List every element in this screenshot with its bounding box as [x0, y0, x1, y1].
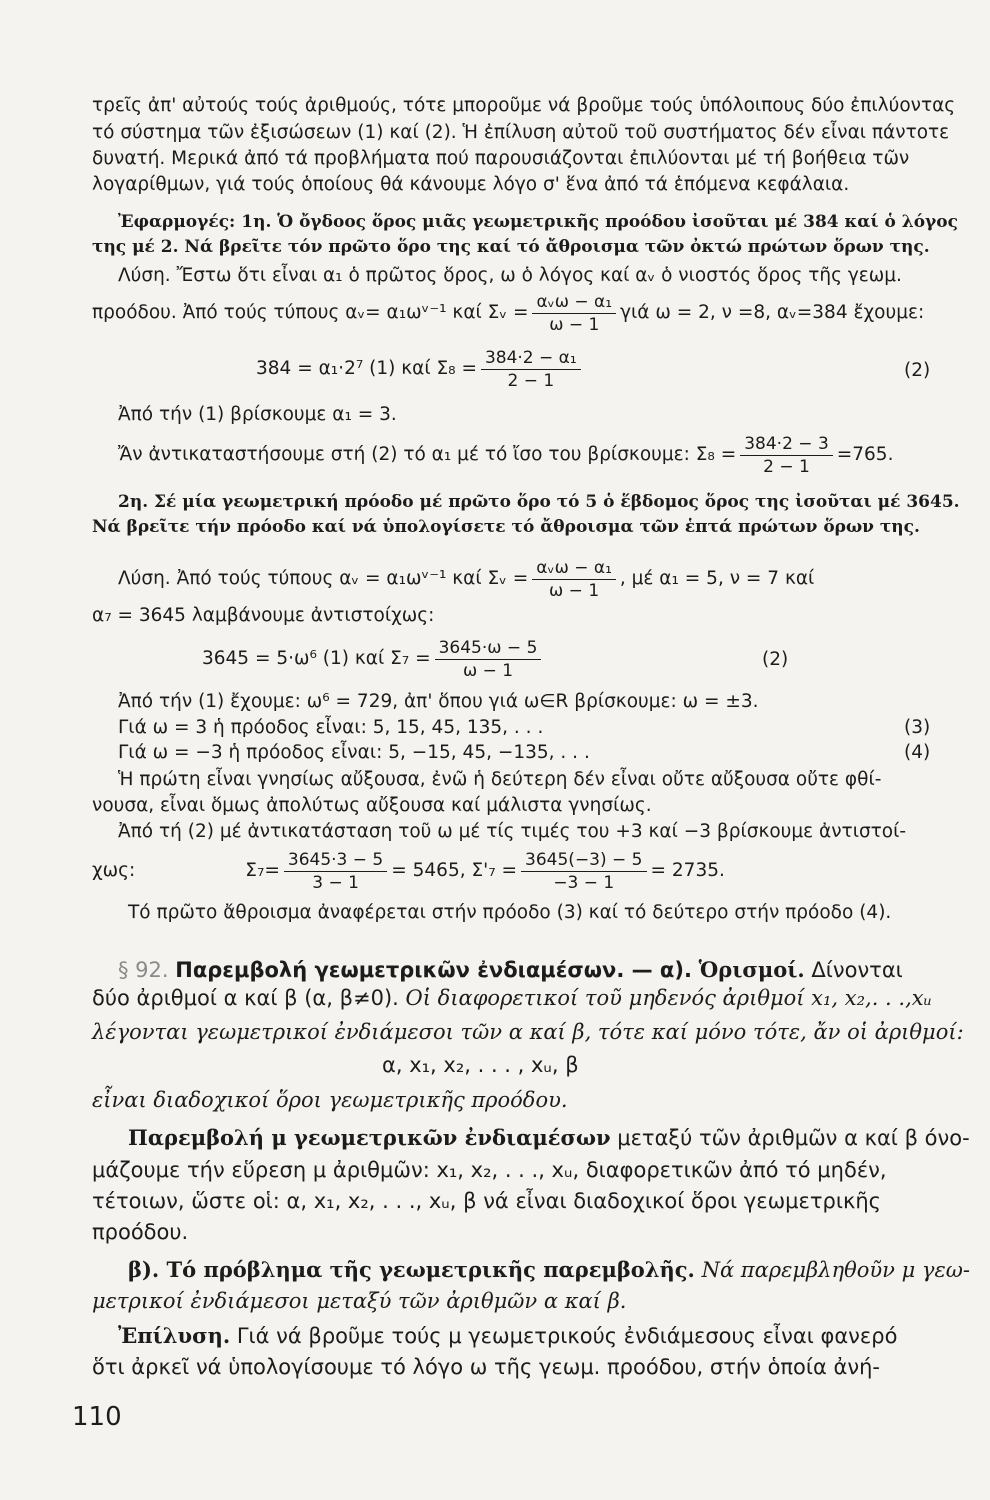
formula-line: [92, 846, 725, 896]
formula-line: [118, 554, 814, 604]
fraction: [532, 291, 616, 336]
solution-line: Γιά ω = 3 ἡ πρόοδος εἶναι: 5, 15, 45, 135, . . .: [118, 717, 544, 738]
numerator: 3645·3 − 5: [284, 849, 387, 872]
equation: [202, 634, 545, 684]
paragraph-line: προόδου.: [92, 1220, 189, 1244]
text-segment: , μέ α₁ = 5, ν = 7 καί: [619, 568, 815, 589]
fraction: [532, 557, 616, 602]
solution-line: Ἀπό τήν (1) βρίσκουμε α₁ = 3.: [118, 404, 397, 425]
paragraph-line: μάζουμε τήν εὕρεση μ ἀριθμῶν: x₁, x₂, . . ., xᵤ, διαφορετικῶν ἀπό τό μηδέν,: [92, 1158, 887, 1182]
denominator: ω − 1: [462, 660, 514, 681]
problem-title: β). Τό πρόβλημα τῆς γεωμετρικῆς παρεμβολῆς.: [128, 1257, 695, 1282]
denominator: 3 − 1: [312, 872, 359, 893]
problem-heading: [128, 1256, 970, 1284]
paragraph-line: ὅτι ἀρκεῖ νά ὑπολογίσουμε τό λόγο ω τῆς γεωμ. προόδου, στήν ὁποία ἀνή-: [92, 1355, 880, 1379]
paragraph-line: δυνατή. Μερικά ἀπό τά προβλήματα πού παρουσιάζονται ἐπιλύονται μέ τή βοήθεια τῶν: [92, 148, 910, 169]
equation-text: 3645 = 5·ω⁶ (1) καί Σ₇ =: [202, 648, 431, 669]
fraction: [435, 637, 542, 682]
equation-text: 384 = α₁·2⁷ (1) καί Σ₈ =: [256, 358, 477, 379]
sequence: α, x₁, x₂, . . . , xᵤ, β: [382, 1053, 579, 1077]
definition-label: Ὁρισμοί.: [698, 957, 805, 982]
solution-line: Λύση. Ἔστω ὅτι εἶναι α₁ ὁ πρῶτος ὅρος, ω ὁ λόγος καί αᵥ ὁ νιοστός ὅρος τῆς γεωμ.: [118, 265, 902, 286]
definition-line: εἶναι διαδοχικοί ὅροι γεωμετρικῆς προόδου.: [92, 1088, 568, 1112]
text-segment: προόδου. Ἀπό τούς τύπους αᵥ= α₁ωᵛ⁻¹ καί Σᵥ =: [92, 302, 529, 323]
equation-tag: (2): [904, 360, 931, 381]
numerator: 384·2 − 3: [740, 433, 833, 456]
fraction: [740, 433, 833, 478]
denominator: ω − 1: [549, 580, 600, 601]
numerator: αᵥω − α₁: [532, 557, 616, 580]
example-2-statement: 2η. Σέ μία γεωμετρική πρόοδο μέ πρῶτο ὅρο τό 5 ὁ ἕβδομος ὅρος της ἰσοῦται μέ 3645.: [118, 492, 960, 512]
definition-text: Οἱ διαφορετικοί τοῦ μηδενός ἀριθμοί x₁, x₂,. . .,xᵤ: [405, 986, 932, 1010]
fraction: [481, 347, 581, 392]
equation-tag: (2): [762, 649, 789, 670]
equation: [256, 344, 585, 394]
solution-line: α₇ = 3645 λαμβάνουμε ἀντιστοίχως:: [92, 605, 435, 626]
definition-line: [92, 984, 932, 1012]
paragraph-line: τό σύστημα τῶν ἐξισώσεων (1) καί (2). Ἡ ἐπίλυση αὐτοῦ τοῦ συστήματος δέν εἶναι πάντοτε: [92, 122, 950, 143]
example-1-statement: της μέ 2. Νά βρεῖτε τόν πρῶτο ὅρο της καί τό ἄθροισμα τῶν ὀκτώ πρώτων ὅρων της.: [92, 237, 930, 257]
formula-line: [118, 430, 893, 480]
numerator: 3645·ω − 5: [435, 637, 542, 660]
text-segment: = 5465, Σ'₇ =: [391, 860, 518, 881]
text-segment: μεταξύ τῶν ἀριθμῶν α καί β όνο-: [617, 1126, 970, 1150]
denominator: ω − 1: [549, 314, 600, 335]
solution-line: Γιά ω = −3 ἡ πρόοδος εἶναι: 5, −15, 45, −135, . . .: [118, 742, 590, 763]
text-segment: Ἄν ἀντικαταστήσουμε στή (2) τό α₁ μέ τό ἴσο του βρίσκουμε: Σ₈ =: [118, 444, 737, 465]
solution-line: Ἡ πρώτη εἶναι γνησίως αὔξουσα, ἐνῶ ἡ δεύτερη δέν εἶναι οὔτε αὔξουσα οὔτε φθί-: [118, 769, 882, 790]
solution-line: Ἀπό τή (2) μέ ἀντικατάσταση τοῦ ω μέ τίς τιμές του +3 καί −3 βρίσκουμε ἀντιστοί-: [118, 821, 907, 842]
section-heading: [118, 956, 903, 984]
denominator: 2 − 1: [763, 456, 810, 477]
paragraph-line: [118, 1322, 897, 1350]
example-1-statement: Ἐφαρμογές: 1η. Ὁ ὄγδοος ὅρος μιᾶς γεωμετρικῆς προόδου ἰσοῦται μέ 384 καί ὁ λόγος: [118, 212, 958, 232]
text-segment: Λύση. Ἀπό τούς τύπους αᵥ = α₁ωᵛ⁻¹ καί Σᵥ =: [118, 568, 529, 589]
paragraph-line: [128, 1124, 970, 1152]
equation-tag: (4): [904, 742, 931, 763]
fraction: [284, 849, 387, 894]
denominator: 2 − 1: [507, 370, 555, 391]
problem-text: μετρικοί ἐνδιάμεσοι μεταξύ τῶν ἀριθμῶν α καί β.: [92, 1289, 627, 1313]
definition-line: λέγονται γεωμετρικοί ἐνδιάμεσοι τῶν α καί β, τότε καί μόνο τότε, ἄν οἱ ἀριθμοί:: [92, 1020, 964, 1044]
paragraph-line: τρεῖς ἀπ' αὐτούς τούς ἀριθμούς, τότε μποροῦμε νά βροῦμε τούς ὑπόλοιπους δύο ἐπιλύοντας: [92, 95, 956, 116]
solution-line: Τό πρῶτο ἄθροισμα ἀναφέρεται στήν πρόοδο (3) καί τό δεύτερο στήν πρόοδο (4).: [128, 902, 892, 923]
term-label: Παρεμβολή μ γεωμετρικῶν ἐνδιαμέσων: [128, 1125, 611, 1150]
fraction: [521, 849, 646, 894]
section-number: § 92.: [118, 958, 169, 982]
solution-label: Ἐπίλυση.: [118, 1323, 231, 1348]
text-segment: γιά ω = 2, ν =8, αᵥ=384 ἔχουμε:: [620, 302, 925, 323]
text-segment: Σ₇=: [245, 860, 280, 881]
text-segment: = 2735.: [650, 860, 725, 881]
formula-line: [92, 288, 924, 338]
numerator: αᵥω − α₁: [532, 291, 616, 314]
text-segment: Δίνονται: [811, 958, 903, 982]
paragraph-line: τέτοιων, ὥστε οἱ: α, x₁, x₂, . . ., xᵤ, β νά εἶναι διαδοχικοί ὅροι γεωμετρικῆς: [92, 1189, 881, 1213]
text-segment: χως:: [92, 860, 136, 881]
example-2-statement: Νά βρεῖτε τήν πρόοδο καί νά ὑπολογίσετε τό ἄθροισμα τῶν ἑπτά πρώτων ὅρων της.: [92, 517, 920, 537]
page-number: 110: [72, 1402, 122, 1432]
problem-text: Νά παρεμβληθοῦν μ γεω-: [701, 1258, 970, 1282]
numerator: 384·2 − α₁: [481, 347, 581, 370]
section-title: Παρεμβολή γεωμετρικῶν ἐνδιαμέσων. — α).: [175, 958, 692, 982]
text-segment: =765.: [836, 444, 894, 465]
equation-tag: (3): [904, 717, 931, 738]
paragraph-line: λογαρίθμων, γιά τούς ὁποίους θά κάνουμε λόγο σ' ἕνα ἀπό τά ἑπόμενα κεφάλαια.: [92, 174, 850, 195]
denominator: −3 − 1: [553, 872, 615, 893]
numerator: 3645(−3) − 5: [521, 849, 646, 872]
solution-line: νουσα, εἶναι ὅμως ἀπολύτως αὔξουσα καί μάλιστα γνησίως.: [92, 795, 652, 816]
solution-line: Ἀπό τήν (1) ἔχουμε: ω⁶ = 729, ἀπ' ὅπου γιά ω∈R βρίσκουμε: ω = ±3.: [118, 691, 759, 712]
text-segment: Γιά νά βροῦμε τούς μ γεωμετρικούς ἐνδιάμεσους εἶναι φανερό: [236, 1324, 898, 1348]
text-segment: δύο ἀριθμοί α καί β (α, β≠0).: [92, 986, 399, 1010]
